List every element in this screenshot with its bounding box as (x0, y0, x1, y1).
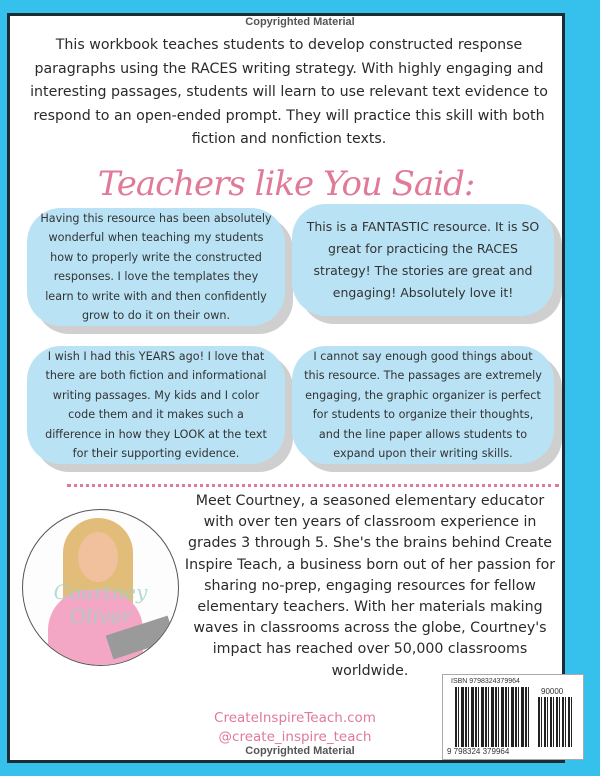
intro-text: This workbook teaches students to develop constructed response paragraphs using the RACES writing strategy. With highly engaging and interesting passages, students will learn to use relevant text evidence to respond to an open-ended prompt. They will practice this skill with both fiction and nonfiction texts. (30, 37, 548, 147)
price-code: 90000 (541, 687, 564, 696)
barcode-bars (455, 687, 530, 747)
watermark-bottom: Copyrighted Material (245, 745, 355, 757)
dotted-divider (67, 484, 559, 487)
testimonial-text: Having this resource has been absolutely wonderful when teaching my students how to properly write the constructed responses. I love the templates they learn to write with and then confidently grow to do it on their own. (40, 211, 272, 322)
author-photo (22, 509, 179, 666)
testimonial-card (292, 346, 554, 464)
isbn-barcode (442, 674, 584, 760)
back-cover-panel (7, 13, 565, 763)
testimonial-text: I cannot say enough good things about this resource. The passages are extremely engaging, the graphic organizer is perfect for students to organize their thoughts, and the line paper allows students to expand upon their writing skills. (304, 349, 542, 460)
testimonial-text: I wish I had this YEARS ago! I love that there are both fiction and informational writing passages. My kids and I color code them and it makes such a difference in how they LOOK at the text for their supporting evidence. (45, 349, 267, 460)
testimonial-text: This is a FANTASTIC resource. It is SO great for practicing the RACES strategy! The stories are great and engaging! Absolutely love it! (306, 219, 540, 300)
testimonials-heading: Teachers like You Said: (97, 164, 475, 204)
testimonial-card (27, 208, 285, 326)
social-handle[interactable]: @create_inspire_teach (218, 729, 372, 745)
author-logo: Courtney Oliver (53, 580, 148, 628)
isbn-label: ISBN 9798324379964 (451, 678, 520, 685)
testimonial-card (292, 204, 554, 316)
watermark-top: Copyrighted Material (245, 16, 355, 28)
author-bio: Meet Courtney, a seasoned elementary educator with over ten years of classroom experience in grades 3 through 5. She's the brains behind Create Inspire Teach, a business born out of her passion for sharing no-prep, engaging resources for fellow elementary teachers. With her materials making waves in classrooms across the globe, Courtney's impact has reached over 50,000 classrooms worldwide. (184, 493, 556, 679)
barcode-digits: 9 798324 379964 (447, 747, 529, 756)
testimonial-card (27, 346, 285, 464)
price-barcode-bars (538, 697, 574, 747)
website-link[interactable]: CreateInspireTeach.com (214, 710, 376, 726)
